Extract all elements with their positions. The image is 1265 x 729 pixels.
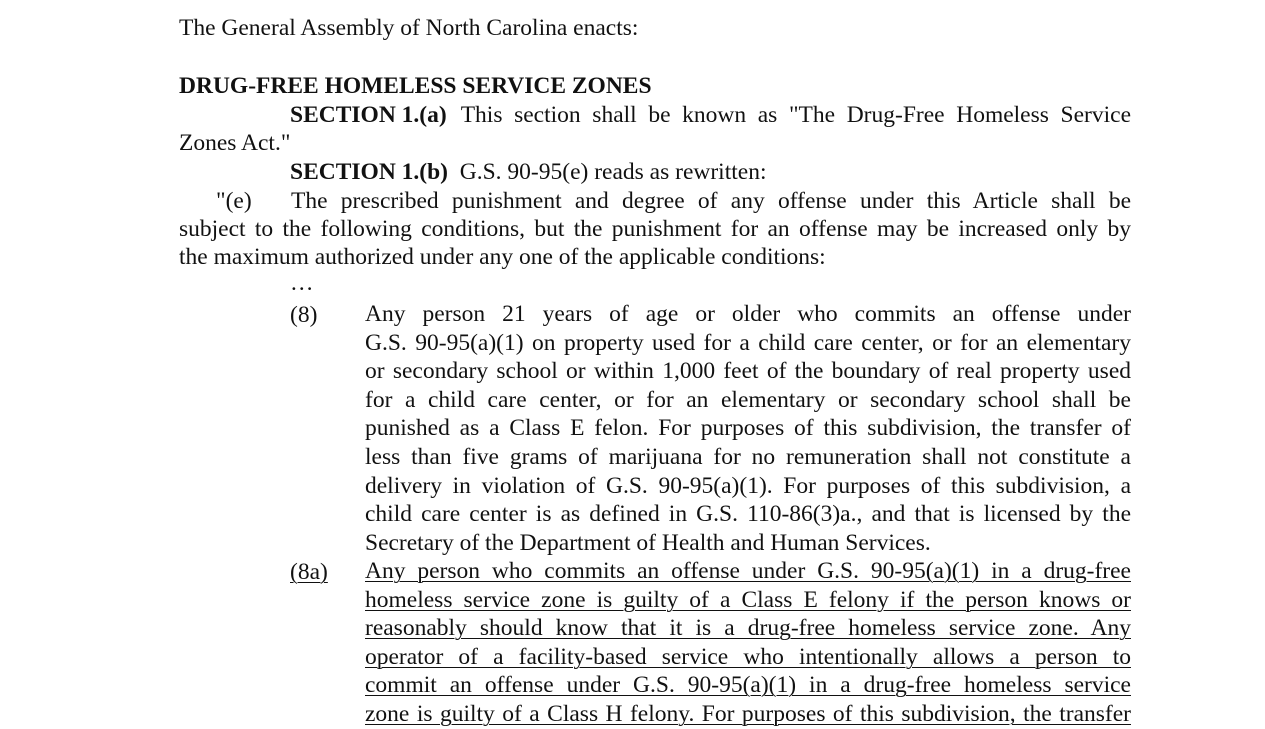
section-1b	[290, 158, 766, 186]
section-1b-text: G.S. 90-95(e) reads as rewritten:	[459, 159, 767, 185]
item-8-line: child care center is as defined in G.S. 110-86(3)a., and that is licensed by the	[365, 501, 1131, 528]
item-8a-line: reasonably should know that it is a drug-free homeless service zone. Any	[365, 615, 1131, 642]
item-8-line: less than five grams of marijuana for no remuneration shall not constitute a	[365, 443, 1131, 470]
item-8-line: Any person 21 years of age or older who commits an offense under	[365, 301, 1131, 327]
subsection-e-line2: subject to the following conditions, but the punishment for an offense may be increased only by	[179, 216, 1131, 242]
item-8-line: G.S. 90-95(a)(1) on property used for a child care center, or for an elementary	[365, 329, 1131, 356]
item-8a-line: commit an offense under G.S. 90-95(a)(1) in a drug-free homeless service	[365, 672, 1131, 699]
item-8-line: for a child care center, or for an elementary or secondary school shall be	[365, 386, 1131, 413]
item-8-label: (8)	[290, 302, 318, 328]
item-8a-line: operator of a facility-based service who intentionally allows a person to	[365, 643, 1131, 670]
item-8-line: or secondary school or within 1,000 feet of the boundary of real property used	[365, 358, 1131, 385]
section-1a-line2: Zones Act."	[179, 130, 291, 156]
item-8-line: delivery in violation of G.S. 90-95(a)(1). For purposes of this subdivision, a	[365, 472, 1131, 499]
subsection-e-line1: The prescribed punishment and degree of any offense under this Article shall be	[291, 188, 1131, 214]
item-8-paragraph	[365, 300, 1131, 557]
section-1a-label: SECTION 1.(a)	[290, 102, 447, 128]
item-8-line: Secretary of the Department of Health and Human Services.	[365, 529, 931, 556]
item-8a-line: zone is guilty of a Class H felony. For purposes of this subdivision, the transfer	[365, 700, 1131, 727]
item-8a-label: (8a)	[290, 559, 328, 585]
item-8a-line: Any person who commits an offense under G.S. 90-95(a)(1) in a drug-free	[365, 558, 1131, 584]
subsection-e-label: "(e)	[216, 188, 252, 214]
section-heading: DRUG-FREE HOMELESS SERVICE ZONES	[179, 73, 652, 99]
item-8a-line: homeless service zone is guilty of a Class E felony if the person knows or	[365, 586, 1131, 613]
section-1a-text: This section shall be known as "The Drug-Free Homeless Service	[460, 102, 1131, 128]
subsection-e-line3: the maximum authorized under any one of the applicable conditions:	[179, 244, 826, 270]
item-8-line: punished as a Class E felon. For purposes of this subdivision, the transfer of	[365, 415, 1131, 442]
item-8a-paragraph	[365, 557, 1131, 729]
ellipsis: …	[290, 270, 314, 296]
enacting-clause: The General Assembly of North Carolina enacts:	[179, 15, 639, 41]
section-1b-label: SECTION 1.(b)	[290, 159, 449, 185]
